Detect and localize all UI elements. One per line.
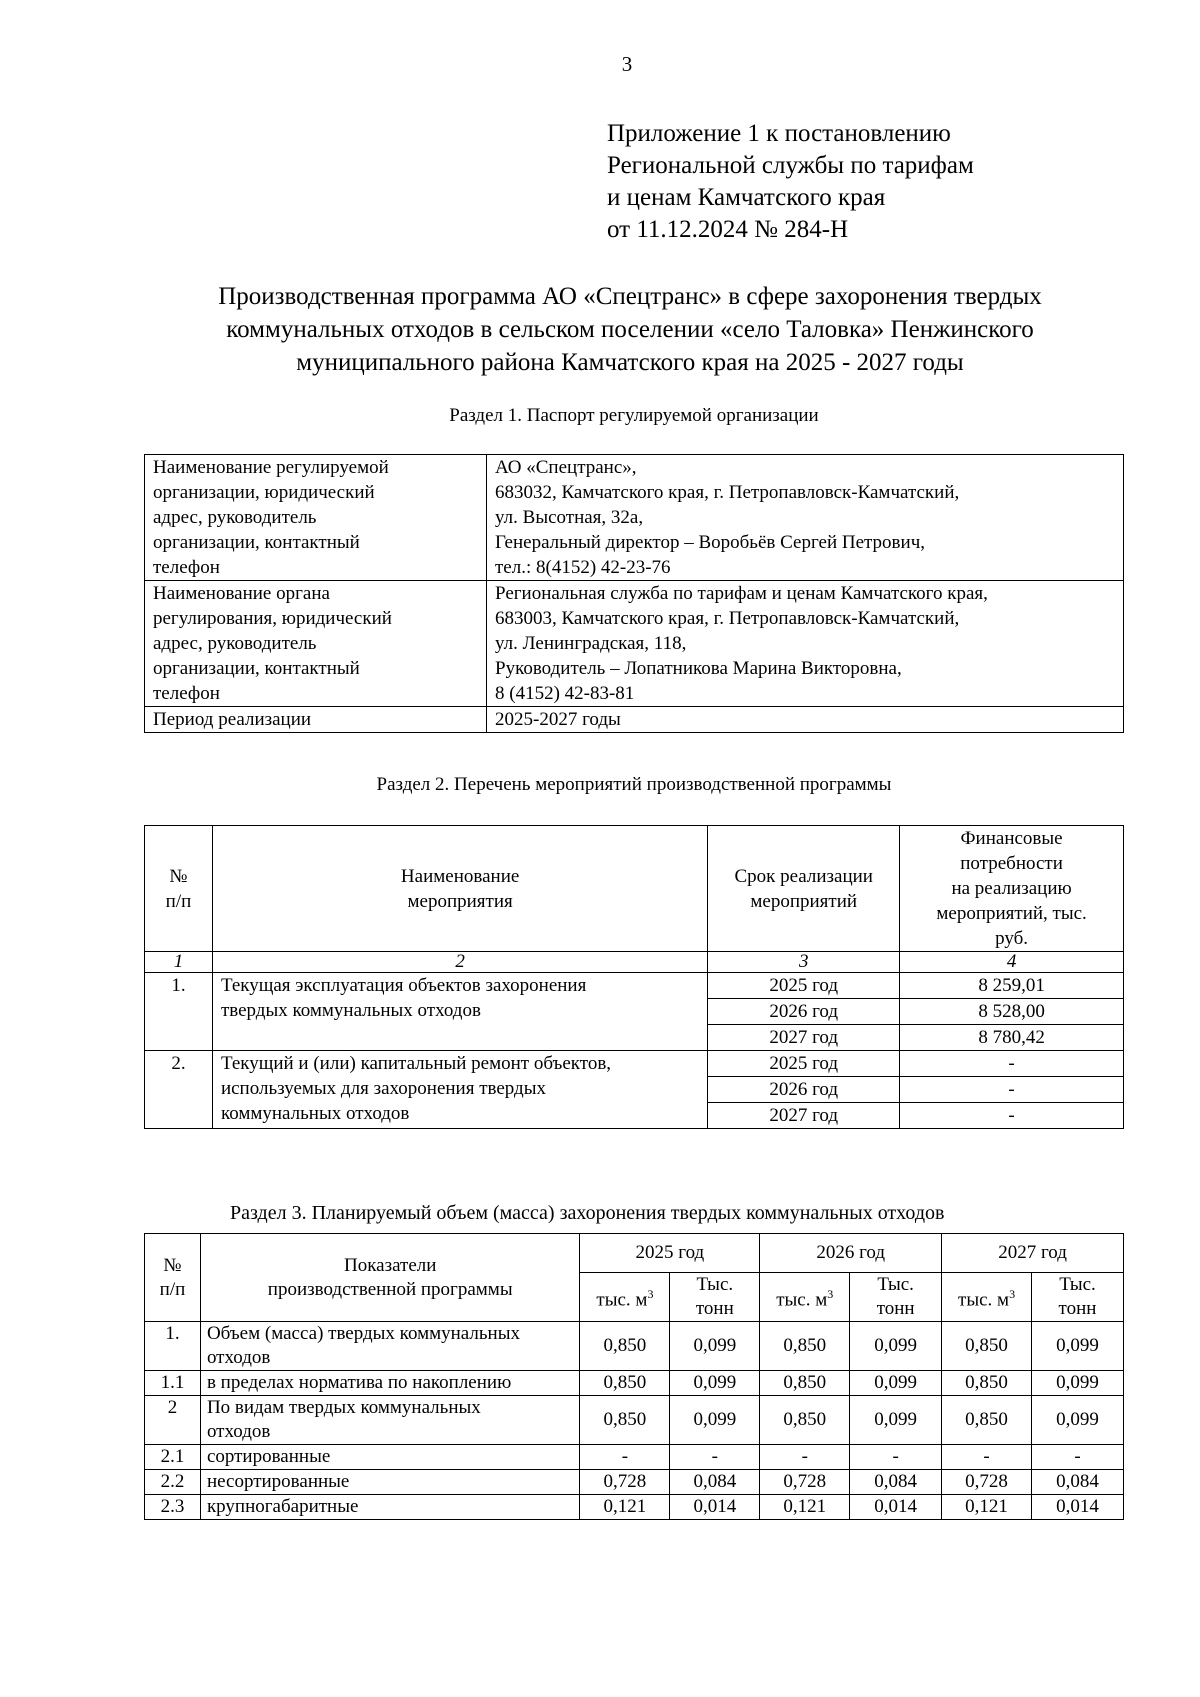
row-value (487, 455, 1124, 581)
row-label (145, 455, 487, 581)
table-row (145, 707, 1124, 733)
row-value: 0,084 (850, 1470, 942, 1495)
unit-text: тыс. м (596, 1289, 648, 1311)
row-num: 2 (145, 1396, 201, 1445)
row-value: 0,099 (1032, 1371, 1124, 1396)
unit-line: Тыс. (877, 1274, 914, 1295)
row-value: 0,121 (580, 1495, 670, 1520)
value-line: тел.: 8(4152) 42-23-76 (495, 557, 671, 578)
header-line: Показатели (343, 1254, 437, 1276)
row-value: 0,099 (670, 1371, 760, 1396)
row-value: 0,850 (580, 1322, 670, 1371)
value-line: 683003, Камчатского края, г. Петропавловск-Камчатский, (495, 608, 960, 629)
row-value: 8 528,00 (900, 999, 1124, 1025)
row-value: 8 780,42 (900, 1025, 1124, 1051)
row-num: 1. (145, 973, 213, 1051)
name-line: По видам твердых коммунальных (206, 1397, 481, 1418)
name-line: коммунальных отходов (220, 1103, 410, 1124)
unit-line: тонн (1058, 1298, 1097, 1319)
row-value: 0,850 (760, 1322, 850, 1371)
row-num: 2.3 (145, 1495, 201, 1520)
row-num: 1.1 (145, 1371, 201, 1396)
page-number: 3 (621, 52, 633, 76)
row-value: - (580, 1445, 670, 1470)
label-line: телефон (153, 683, 220, 704)
row-value: 0,099 (670, 1396, 760, 1445)
appendix-line: от 11.12.2024 № 284-Н (607, 216, 849, 243)
row-value: - (1032, 1445, 1124, 1470)
label-line: регулирования, юридический (153, 608, 392, 629)
row-value: 0,728 (760, 1470, 850, 1495)
appendix-line: и ценам Камчатского края (607, 184, 886, 211)
row-num: 2. (145, 1051, 213, 1129)
col-number: 3 (708, 952, 900, 973)
row-value: 0,121 (760, 1495, 850, 1520)
header-line: Срок реализации (734, 865, 873, 887)
unit-t (670, 1273, 760, 1322)
header-row (145, 1234, 1124, 1273)
row-value: 0,850 (580, 1371, 670, 1396)
row-value: 0,728 (942, 1470, 1032, 1495)
value-line: 683032, Камчатского края, г. Петропавловск-Камчатский, (495, 482, 960, 503)
name-line: в пределах норматива по накоплению (206, 1372, 512, 1393)
unit-m3 (942, 1273, 1032, 1322)
row-label (145, 581, 487, 707)
row-value: 0,014 (850, 1495, 942, 1520)
header-name (200, 1234, 580, 1322)
row-year: 2025 год (708, 973, 900, 999)
header-num (145, 1234, 201, 1322)
header-line: мероприятий, тыс. (936, 903, 1087, 924)
unit-line: Тыс. (1059, 1274, 1096, 1295)
unit-line: тонн (695, 1298, 734, 1319)
row-value: 0,099 (1032, 1396, 1124, 1445)
activities-table (144, 825, 1124, 1129)
header-line: руб. (995, 928, 1029, 949)
header-line: на реализацию (951, 878, 1072, 899)
row-value: 0,014 (1032, 1495, 1124, 1520)
row-value: - (670, 1445, 760, 1470)
row-value: - (900, 1077, 1124, 1103)
row-value: 0,099 (850, 1322, 942, 1371)
row-name (212, 973, 707, 1051)
row-value: 0,850 (760, 1371, 850, 1396)
row-value: 0,121 (942, 1495, 1032, 1520)
label-line: Наименование органа (153, 583, 330, 604)
row-year: 2027 год (708, 1103, 900, 1129)
header-line: п/п (165, 890, 192, 912)
label-line: организации, юридический (153, 482, 375, 503)
table-row (145, 1371, 1124, 1396)
row-name (212, 1051, 707, 1129)
unit-line: тонн (876, 1298, 915, 1319)
table-row (145, 1470, 1124, 1495)
row-num: 1. (145, 1322, 201, 1371)
table-row (145, 1396, 1124, 1445)
table-row (145, 973, 1124, 999)
title-line: коммунальных отходов в сельском поселении «село Таловка» Пенжинского (226, 316, 1034, 343)
unit-sup: 3 (827, 1286, 834, 1301)
table-row (145, 455, 1124, 581)
row-value: 0,099 (670, 1322, 760, 1371)
row-value: - (942, 1445, 1032, 1470)
section3-title: Раздел 3. Планируемый объем (масса) захоронения твердых коммунальных отходов (230, 1202, 945, 1224)
document-title (130, 280, 1130, 379)
label-line: организации, контактный (153, 658, 360, 679)
label-line: организации, контактный (153, 532, 360, 553)
row-value: - (760, 1445, 850, 1470)
col-number: 4 (900, 952, 1124, 973)
header-num (145, 826, 213, 952)
title-line: Производственная программа АО «Спецтранс» в сфере захоронения твердых (218, 283, 1042, 310)
row-value: 0,099 (1032, 1322, 1124, 1371)
table-row (145, 1495, 1124, 1520)
volume-table (144, 1233, 1124, 1520)
col-number: 2 (212, 952, 707, 973)
row-value: 0,084 (1032, 1470, 1124, 1495)
row-label: Период реализации (145, 707, 487, 733)
appendix-line: Региональной службы по тарифам (607, 152, 974, 179)
name-line: твердых коммунальных отходов (220, 1000, 481, 1021)
row-name (200, 1396, 580, 1445)
unit-line: Тыс. (696, 1274, 734, 1295)
row-value: 0,084 (670, 1470, 760, 1495)
header-row (145, 826, 1124, 952)
value-line: 8 (4152) 42-83-81 (495, 683, 635, 704)
passport-table (144, 454, 1124, 733)
table-row (145, 581, 1124, 707)
col-number: 1 (145, 952, 213, 973)
label-line: адрес, руководитель (153, 633, 317, 654)
value-line: Генеральный директор – Воробьёв Сергей Петрович, (495, 532, 925, 553)
value-line: ул. Высотная, 32а, (495, 507, 644, 528)
row-value: 8 259,01 (900, 973, 1124, 999)
header-line: мероприятия (407, 890, 513, 912)
title-line: муниципального района Камчатского края на 2025 - 2027 годы (296, 349, 964, 376)
row-value: 0,850 (760, 1396, 850, 1445)
row-name (200, 1371, 580, 1396)
header-term (708, 826, 900, 952)
appendix-block (607, 118, 974, 246)
header-line: производственной программы (267, 1278, 513, 1300)
row-value: 0,099 (850, 1371, 942, 1396)
header-finance (900, 826, 1124, 952)
table-row (145, 1445, 1124, 1470)
name-line: отходов (206, 1347, 271, 1368)
section2-title: Раздел 2. Перечень мероприятий производственной программы (376, 774, 892, 795)
unit-text: тыс. м (776, 1289, 828, 1311)
unit-t (1032, 1273, 1124, 1322)
header-line: Финансовые (960, 828, 1063, 849)
value-line: АО «Спецтранс», (495, 457, 637, 478)
row-year: 2027 год (708, 1025, 900, 1051)
row-num: 2.2 (145, 1470, 201, 1495)
row-year: 2025 год (708, 1051, 900, 1077)
value-line: Региональная служба по тарифам и ценам Камчатского края, (495, 583, 988, 604)
row-year: 2026 год (708, 1077, 900, 1103)
header-line: Наименование (400, 865, 520, 887)
table-row (145, 1051, 1124, 1077)
row-value: - (850, 1445, 942, 1470)
header-line: потребности (960, 853, 1063, 874)
name-line: несортированные (206, 1471, 350, 1492)
name-line: используемых для захоронения твердых (220, 1078, 546, 1099)
row-value: 0,850 (942, 1396, 1032, 1445)
header-line: п/п (159, 1278, 186, 1300)
row-year: 2026 год (708, 999, 900, 1025)
row-value: 0,850 (942, 1371, 1032, 1396)
unit-sup: 3 (647, 1286, 654, 1301)
row-name (200, 1322, 580, 1371)
header-line: мероприятий (750, 890, 858, 912)
row-value: - (900, 1051, 1124, 1077)
unit-text: тыс. м (958, 1289, 1010, 1311)
table-row (145, 1322, 1124, 1371)
row-num: 2.1 (145, 1445, 201, 1470)
row-value: 2025-2027 годы (487, 707, 1124, 733)
row-value: 0,728 (580, 1470, 670, 1495)
name-line: крупногабаритные (206, 1496, 359, 1517)
row-name (200, 1445, 580, 1470)
header-line: № (169, 865, 188, 887)
column-number-row (145, 952, 1124, 973)
row-name (200, 1495, 580, 1520)
row-value: 0,099 (850, 1396, 942, 1445)
row-value: 0,014 (670, 1495, 760, 1520)
label-line: адрес, руководитель (153, 507, 317, 528)
row-name (200, 1470, 580, 1495)
name-line: Текущая эксплуатация объектов захоронения (220, 975, 587, 996)
unit-m3 (580, 1273, 670, 1322)
unit-sup: 3 (1009, 1286, 1016, 1301)
label-line: Наименование регулируемой (153, 457, 389, 478)
name-line: отходов (206, 1421, 271, 1442)
section1-title: Раздел 1. Паспорт регулируемой организации (449, 405, 819, 426)
header-line: № (163, 1254, 182, 1276)
row-value: - (900, 1103, 1124, 1129)
value-line: ул. Ленинградская, 118, (495, 633, 687, 654)
unit-t (850, 1273, 942, 1322)
appendix-line: Приложение 1 к постановлению (607, 120, 951, 147)
name-line: Текущий и (или) капитальный ремонт объектов, (220, 1053, 612, 1074)
header-name (212, 826, 707, 952)
row-value: 0,850 (580, 1396, 670, 1445)
header-year: 2027 год (942, 1234, 1124, 1273)
unit-m3 (760, 1273, 850, 1322)
name-line: сортированные (206, 1446, 331, 1467)
name-line: Объем (масса) твердых коммунальных (206, 1323, 520, 1344)
header-year: 2025 год (580, 1234, 760, 1273)
header-year: 2026 год (760, 1234, 942, 1273)
label-line: телефон (153, 557, 220, 578)
row-value: 0,850 (942, 1322, 1032, 1371)
volume-table-body (145, 1322, 1124, 1520)
row-value (487, 581, 1124, 707)
value-line: Руководитель – Лопатникова Марина Викторовна, (495, 658, 902, 679)
